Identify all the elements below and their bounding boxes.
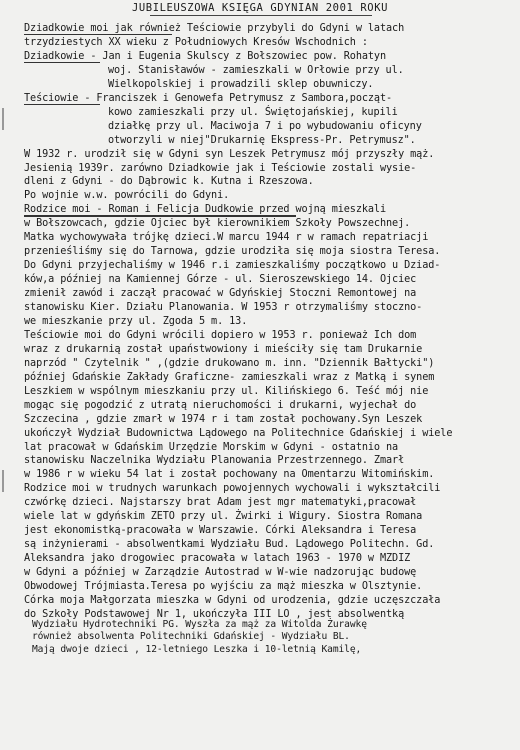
text-line: ukończył Wydział Budownictwa Lądowego na Politechnice Gdańskiej i wiele [24,427,453,439]
text-line: lat pracował w Gdańskim Urzędzie Morskim w Gdyni - ostatnio na [24,441,399,453]
text-line: otworzyli w niej"Drukarnię Ekspress-Pr. Petrymusz". [108,134,416,146]
text-line: w Gdyni a później w Zarządzie Autostrad w W-wie nadzorując budowę [24,567,417,579]
text-line: również absolwenta Politechniki Gdańskiej - Wydziału BL. [32,631,350,643]
text-line: Leszkiem w wspólnym mieszkaniu przy ul. Kilińskiego 6. Teść mój nie [24,385,429,397]
text-line: wiele lat w gdyńskim ZETO przy ul. Żwirki i Wigury. Siostra Romana [24,511,423,523]
text-line: Wielkopolskiej i prowadzili sklep obuwniczy. [108,78,374,90]
text-line: Wydziału Hydrotechniki PG. Wyszła za mąż za Witolda Żurawkę [32,618,367,630]
punch-hole-mark [2,108,4,130]
text-line: Teściowie - Franciszek i Genowefa Petrymusz z Sambora,począt- [24,92,393,104]
text-line: czwórkę dzieci. Najstarszy brat Adam jest mgr matematyki,pracował [24,497,417,509]
text-line: Dziadkowie - Jan i Eugenia Skulscy z Bołszowiec pow. Rohatyn [24,50,387,62]
text-line: naprzód " Czytelnik " ,(gdzie drukowano m. inn. "Dziennik Bałtycki") [24,357,435,369]
text-line: Mają dwoje dzieci , 12-letniego Leszka i 10-letnią Kamilę, [32,644,362,656]
text-line: mogąc się pogodzić z utratą nieruchomości i drukarni, wyjechał do [24,399,417,411]
text-line: wraz z drukarnią został upaństwowiony i mieściły się tam Drukarnie [24,343,423,355]
text-line: Rodzice moi - Roman i Felicja Dudkowie przed wojną mieszkali [24,204,387,216]
punch-hole-mark [2,470,4,492]
text-line: są inżynierami - absolwentkami Wydziału Bud. Lądowego Politechn. Gd. [24,539,435,551]
text-line: Do Gdyni przyjechaliśmy w 1946 r.i zamieszkaliśmy początkowo u Dziad- [24,260,441,272]
text-line: stanowisku Kier. Działu Planowania. W 1953 r otrzymaliśmy stoczno- [24,302,423,313]
text-line: Córka moja Małgorzata mieszka w Gdyni od urodzenia, gdzie uczęszczała [24,594,441,606]
text-line: do Szkoły Podstawowej Nr 1, ukończyła III LO , jest absolwentką [24,608,405,620]
text-line: ków,a później na Kamiennej Górze - ul. Sieroszewskiego 14. Ojciec [24,274,417,286]
text-line: Jesienią 1939r. zarówno Dziadkowie jak i Teściowie zostali wysie- [24,162,417,174]
text-line: Rodzice moi w trudnych warunkach powojennych wychowali i wykształcili [24,483,441,495]
text-line: stanowisku Naczelnika Wydziału Planowania Przestrzennego. Zmarł [24,455,405,467]
text-line: kowo zamieszkali przy ul. Świętojańskiej, kupili [108,106,398,118]
text-line: we mieszkanie przy ul. Zgoda 5 m. 13. [24,315,248,327]
text-line: woj. Stanisławów - zamieszkali w Orłowie przy ul. [108,64,404,76]
text-line: jest ekonomistką-pracowała w Warszawie. Córki Aleksandra i Teresa [24,525,417,537]
text-line: W 1932 r. urodził się w Gdyni syn Leszek Petrymusz mój przyszły mąż. [24,148,435,160]
text-line: Teściowie moi do Gdyni wrócili dopiero w 1953 r. ponieważ Ich dom [24,329,417,341]
header-underline [150,15,372,16]
text-line: Szczecina , gdzie zmarł w 1974 r i tam został pochowany.Syn Leszek [24,413,423,425]
text-line: zmienił zawód i zaczął pracować w Gdyńskiej Stoczni Remontowej na [24,288,417,300]
text-line: Obwodowej Trójmiasta.Teresa po wyjściu za mąż mieszka w Olsztynie. [24,581,423,592]
text-line: Po wojnie w.w. powrócili do Gdyni. [24,190,230,202]
text-line: w Bołszowcach, gdzie Ojciec był kierownikiem Szkoły Powszechnej. [24,218,411,230]
text-line: później Gdańskie Zakłady Graficzne- zamieszkali wraz z Matką i synem [24,371,435,383]
text-line: dleni z Gdyni - do Dąbrowic k. Kutna i Rzeszowa. [24,176,314,188]
text-line: trzydziestych XX wieku z Południowych Kresów Wschodnich : [24,36,368,48]
text-line: Matka wychowywała trójkę dzieci.W marcu 1944 r w ramach repatriacji [24,232,429,244]
text-line: w 1986 r w wieku 54 lat i został pochowany na Omentarzu Witomińskim. [24,469,435,481]
text-line: przenieśliśmy się do Tarnowa, gdzie urodziła się moja siostra Teresa. [24,246,441,258]
page-header: JUBILEUSZOWA KSIĘGA GDYNIAN 2001 ROKU [131,2,389,14]
text-line: Dziadkowie moi jak również Teściowie przybyli do Gdyni w latach [24,23,405,34]
text-line: działkę przy ul. Maciwoja 7 i po wybudowaniu oficyny [108,120,422,132]
text-line: Aleksandra jako drogowiec pracowała w latach 1963 - 1970 w MZDIZ [24,553,411,565]
